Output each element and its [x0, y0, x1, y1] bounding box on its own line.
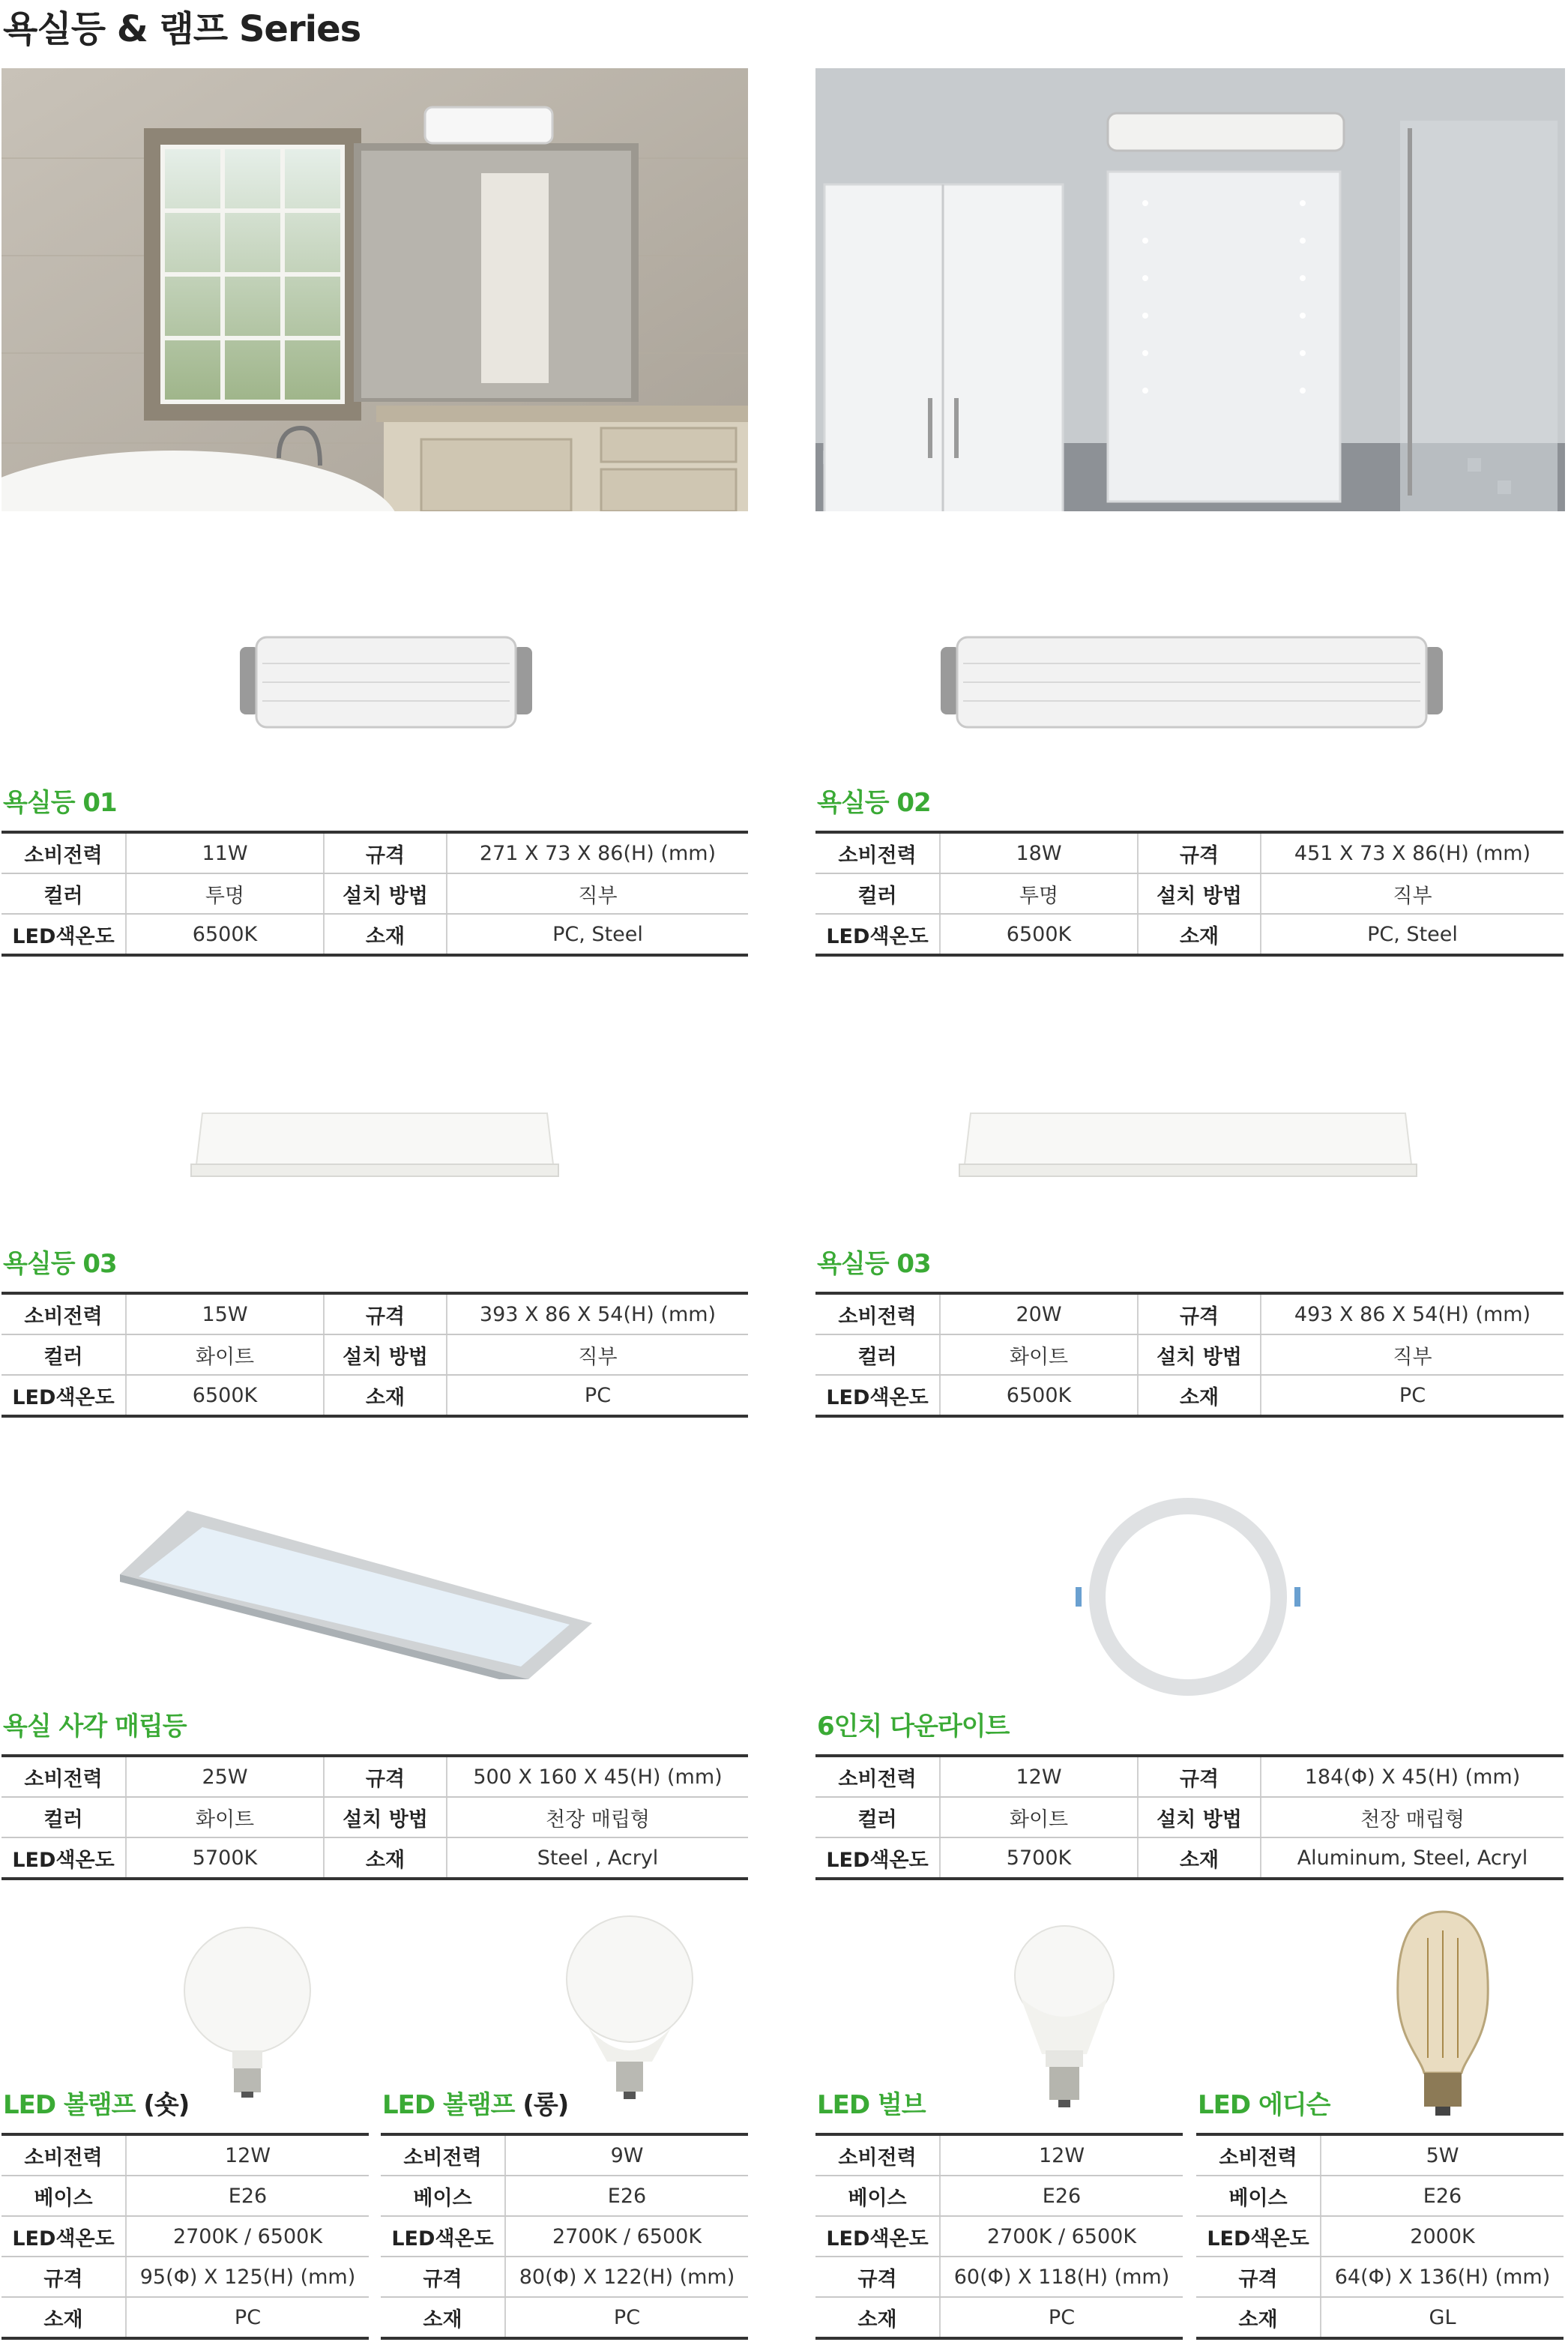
table-row: [381, 2134, 748, 2176]
spec-value: 화이트: [126, 1797, 324, 1837]
spec-value: PC: [940, 2297, 1183, 2338]
spec-value: 5W: [1321, 2134, 1564, 2176]
spec-label: 규격: [324, 1293, 447, 1334]
spec-value: 2700K / 6500K: [505, 2216, 748, 2257]
spec-label: 베이스: [815, 2176, 940, 2216]
spec-table-led-bulb: [815, 2133, 1183, 2340]
spec-label: LED색온도: [815, 914, 940, 955]
spec-label: 소재: [1196, 2297, 1321, 2338]
led-ball-lamp-short-image: [180, 1927, 315, 2099]
spec-value: PC, Steel: [1261, 914, 1564, 955]
spec-value: 9W: [505, 2134, 748, 2176]
spec-table-led-edison: [1196, 2133, 1564, 2340]
table-row: [1, 2257, 369, 2297]
spec-value: 화이트: [940, 1797, 1138, 1837]
spec-value: 투명: [940, 873, 1138, 914]
spec-label: 소비전력: [1, 832, 126, 873]
table-row: [1196, 2134, 1564, 2176]
spec-label: LED색온도: [1, 1375, 126, 1416]
table-row: [815, 1293, 1564, 1334]
spec-label: 소비전력: [815, 1756, 940, 1797]
title-main: LED 볼램프: [382, 2090, 515, 2120]
spec-table-bathroom-lamp-01: [1, 831, 748, 957]
spec-value: 직부: [1261, 1334, 1564, 1375]
spec-value: 화이트: [126, 1334, 324, 1375]
spec-value: 5700K: [940, 1837, 1138, 1879]
table-row: [1, 1375, 748, 1416]
spec-label: 소재: [1, 2297, 126, 2338]
spec-value: 451 X 73 X 86(H) (mm): [1261, 832, 1564, 873]
square-recessed-light-image: [120, 1511, 592, 1679]
spec-label: 소비전력: [815, 2134, 940, 2176]
spec-label: 컬러: [815, 1797, 940, 1837]
spec-value: E26: [940, 2176, 1183, 2216]
spec-value: 2700K / 6500K: [126, 2216, 369, 2257]
spec-value: 5700K: [126, 1837, 324, 1879]
spec-label: 설치 방법: [324, 1797, 447, 1837]
product-title-bathroom-lamp-02: 욕실등 02: [817, 788, 931, 818]
table-row: [1, 2176, 369, 2216]
bathroom-lamp-03-large-image: [956, 1106, 1420, 1181]
product-title-downlight-6inch: 6인치 다운라이트: [817, 1712, 1010, 1742]
title-main: LED 볼램프: [3, 2090, 136, 2120]
product-title-bathroom-lamp-01: 욕실등 01: [3, 788, 117, 818]
spec-value: 2000K: [1321, 2216, 1564, 2257]
table-row: [1196, 2176, 1564, 2216]
table-row: [1196, 2257, 1564, 2297]
table-row: [1, 1756, 748, 1797]
spec-value: 6500K: [126, 914, 324, 955]
spec-value: 95(Φ) X 125(H) (mm): [126, 2257, 369, 2297]
table-row: [1, 1837, 748, 1879]
spec-label: 소재: [324, 1837, 447, 1879]
table-row: [815, 1756, 1564, 1797]
spec-value: 직부: [447, 873, 748, 914]
spec-label: 컬러: [1, 1334, 126, 1375]
product-title-led-bulb: [817, 2084, 926, 2121]
spec-label: LED색온도: [1, 2216, 126, 2257]
spec-label: 설치 방법: [1138, 1797, 1261, 1837]
spec-label: 소재: [324, 1375, 447, 1416]
spec-value: 6500K: [126, 1375, 324, 1416]
table-row: [1, 1797, 748, 1837]
spec-value: PC, Steel: [447, 914, 748, 955]
table-row: [815, 873, 1564, 914]
table-row: [381, 2297, 748, 2338]
spec-label: 소비전력: [1, 1293, 126, 1334]
table-row: [815, 1375, 1564, 1416]
hero-photo-bathroom-window: [1, 68, 748, 511]
spec-table-downlight-6inch: [815, 1754, 1564, 1880]
spec-value: E26: [505, 2176, 748, 2216]
table-row: [1, 1334, 748, 1375]
spec-value: 12W: [126, 2134, 369, 2176]
spec-value: 18W: [940, 832, 1138, 873]
bathroom-lamp-02-image: [941, 633, 1443, 731]
spec-value: 60(Φ) X 118(H) (mm): [940, 2257, 1183, 2297]
table-row: [815, 1334, 1564, 1375]
spec-label: 소비전력: [381, 2134, 505, 2176]
bathroom-lamp-03-image: [187, 1106, 562, 1181]
spec-label: 규격: [1138, 832, 1261, 873]
spec-value: PC: [126, 2297, 369, 2338]
spec-label: LED색온도: [1, 1837, 126, 1879]
spec-value: 천장 매립형: [447, 1797, 748, 1837]
table-row: [815, 2297, 1183, 2338]
spec-table-bathroom-lamp-03: [1, 1292, 748, 1418]
table-row: [815, 2257, 1183, 2297]
spec-label: 소비전력: [815, 1293, 940, 1334]
spec-label: 컬러: [815, 1334, 940, 1375]
spec-value: 11W: [126, 832, 324, 873]
spec-value: 직부: [447, 1334, 748, 1375]
spec-value: 6500K: [940, 914, 1138, 955]
hero-photo-bathroom-mirror: [815, 68, 1565, 511]
spec-value: 12W: [940, 1756, 1138, 1797]
table-row: [1196, 2216, 1564, 2257]
led-bulb-image: [1012, 1923, 1117, 2118]
table-row: [815, 2134, 1183, 2176]
spec-value: GL: [1321, 2297, 1564, 2338]
spec-label: 컬러: [1, 1797, 126, 1837]
spec-table-led-ball-lamp-short: [1, 2133, 369, 2340]
spec-label: 소비전력: [815, 832, 940, 873]
spec-label: 소재: [1138, 914, 1261, 955]
spec-value: 6500K: [940, 1375, 1138, 1416]
table-row: [381, 2176, 748, 2216]
table-row: [815, 2176, 1183, 2216]
spec-table-square-recessed-light: [1, 1754, 748, 1880]
table-row: [1, 873, 748, 914]
spec-value: 271 X 73 X 86(H) (mm): [447, 832, 748, 873]
table-row: [815, 1797, 1564, 1837]
spec-table-led-ball-lamp-long: [381, 2133, 748, 2340]
spec-label: LED색온도: [1, 914, 126, 955]
spec-label: LED색온도: [815, 1375, 940, 1416]
spec-label: 소재: [381, 2297, 505, 2338]
spec-value: E26: [1321, 2176, 1564, 2216]
spec-value: 80(Φ) X 122(H) (mm): [505, 2257, 748, 2297]
page-title: 욕실등 & 램프 Series: [3, 8, 361, 50]
spec-label: LED색온도: [1196, 2216, 1321, 2257]
spec-value: E26: [126, 2176, 369, 2216]
spec-value: 2700K / 6500K: [940, 2216, 1183, 2257]
product-title-square-recessed-light: 욕실 사각 매립등: [3, 1712, 187, 1742]
spec-value: 493 X 86 X 54(H) (mm): [1261, 1293, 1564, 1334]
spec-label: LED색온도: [815, 2216, 940, 2257]
table-row: [381, 2216, 748, 2257]
spec-label: 설치 방법: [324, 873, 447, 914]
table-row: [1, 832, 748, 873]
spec-label: 소비전력: [1196, 2134, 1321, 2176]
product-title-led-ball-lamp-long: [382, 2084, 568, 2121]
table-row: [381, 2257, 748, 2297]
spec-label: 소재: [815, 2297, 940, 2338]
spec-label: 베이스: [1, 2176, 126, 2216]
spec-label: 소재: [1138, 1375, 1261, 1416]
spec-value: 20W: [940, 1293, 1138, 1334]
table-row: [1, 2216, 369, 2257]
led-ball-lamp-long-image: [562, 1915, 697, 2110]
spec-value: PC: [1261, 1375, 1564, 1416]
spec-label: 규격: [324, 832, 447, 873]
spec-table-bathroom-lamp-02: [815, 831, 1564, 957]
spec-label: 소비전력: [1, 1756, 126, 1797]
spec-label: 베이스: [381, 2176, 505, 2216]
spec-value: PC: [505, 2297, 748, 2338]
table-row: [815, 2216, 1183, 2257]
spec-value: 184(Φ) X 45(H) (mm): [1261, 1756, 1564, 1797]
spec-value: 화이트: [940, 1334, 1138, 1375]
spec-label: 컬러: [815, 873, 940, 914]
table-row: [1, 914, 748, 955]
spec-value: 투명: [126, 873, 324, 914]
product-title-led-ball-lamp-short: [3, 2084, 189, 2121]
spec-label: 소재: [1138, 1837, 1261, 1879]
spec-value: 500 X 160 X 45(H) (mm): [447, 1756, 748, 1797]
spec-value: 64(Φ) X 136(H) (mm): [1321, 2257, 1564, 2297]
spec-label: LED색온도: [815, 1837, 940, 1879]
title-suffix: (숏): [135, 2090, 190, 2120]
spec-label: 규격: [1, 2257, 126, 2297]
spec-label: 규격: [324, 1756, 447, 1797]
spec-label: 설치 방법: [1138, 1334, 1261, 1375]
spec-label: 컬러: [1, 873, 126, 914]
product-title-led-edison: [1198, 2084, 1330, 2121]
spec-label: 규격: [1196, 2257, 1321, 2297]
spec-label: 규격: [815, 2257, 940, 2297]
spec-table-bathroom-lamp-03-large: [815, 1292, 1564, 1418]
spec-label: 설치 방법: [1138, 873, 1261, 914]
spec-value: 25W: [126, 1756, 324, 1797]
title-main: LED 벌브: [817, 2090, 926, 2120]
spec-label: 소재: [324, 914, 447, 955]
table-row: [815, 1837, 1564, 1879]
table-row: [815, 914, 1564, 955]
spec-label: 설치 방법: [324, 1334, 447, 1375]
downlight-6inch-image: [1076, 1492, 1300, 1709]
spec-value: PC: [447, 1375, 748, 1416]
spec-label: 소비전력: [1, 2134, 126, 2176]
title-main: LED 에디슨: [1198, 2090, 1330, 2120]
spec-label: 규격: [381, 2257, 505, 2297]
spec-value: 12W: [940, 2134, 1183, 2176]
spec-label: 규격: [1138, 1293, 1261, 1334]
product-title-bathroom-lamp-03: 욕실등 03: [3, 1249, 117, 1279]
title-suffix: (롱): [514, 2090, 569, 2120]
spec-value: 393 X 86 X 54(H) (mm): [447, 1293, 748, 1334]
table-row: [1, 2297, 369, 2338]
spec-label: LED색온도: [381, 2216, 505, 2257]
bathroom-lamp-01-image: [240, 633, 532, 731]
table-row: [1, 1293, 748, 1334]
product-title-bathroom-lamp-03-large: 욕실등 03: [817, 1249, 931, 1279]
led-edison-bulb-image: [1390, 1908, 1495, 2122]
table-row: [1, 2134, 369, 2176]
spec-value: 직부: [1261, 873, 1564, 914]
table-row: [1196, 2297, 1564, 2338]
spec-value: 15W: [126, 1293, 324, 1334]
spec-label: 베이스: [1196, 2176, 1321, 2216]
spec-value: 천장 매립형: [1261, 1797, 1564, 1837]
spec-value: Aluminum, Steel, Acryl: [1261, 1837, 1564, 1879]
spec-label: 규격: [1138, 1756, 1261, 1797]
spec-value: Steel , Acryl: [447, 1837, 748, 1879]
table-row: [815, 832, 1564, 873]
